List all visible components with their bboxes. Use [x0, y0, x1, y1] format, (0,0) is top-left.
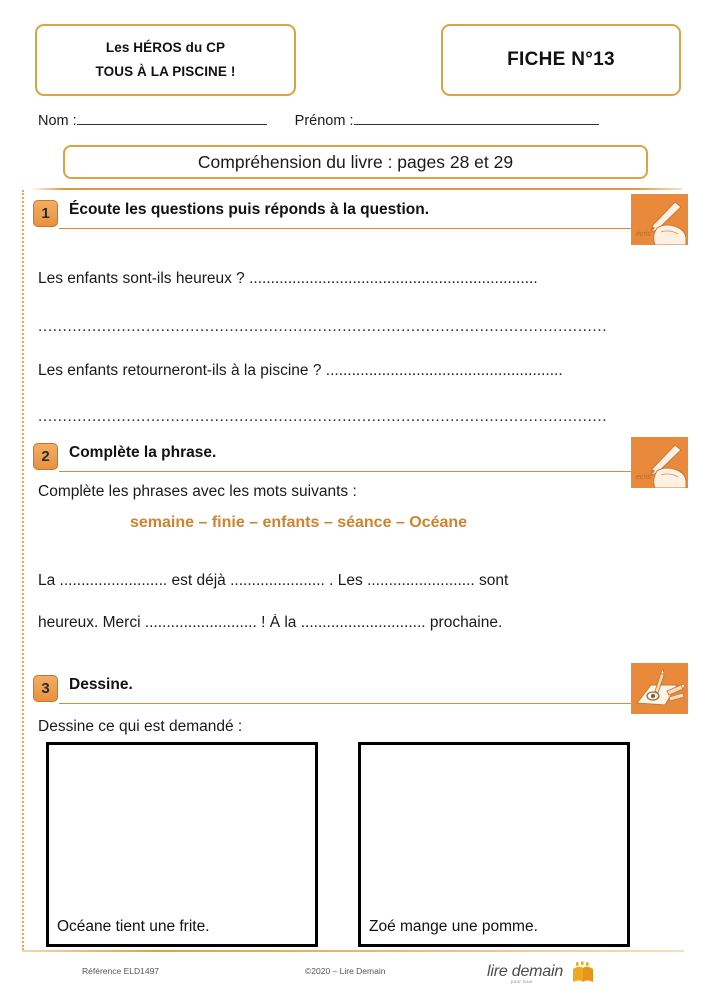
open-book-icon [571, 961, 595, 985]
prenom-label: Prénom : [294, 113, 354, 129]
exercise-1-header [33, 200, 685, 234]
footer-copyright: ©2020 – Lire Demain [305, 966, 386, 976]
hand-writing-icon [631, 194, 688, 245]
exercise-2-sentence-2[interactable]: heureux. Merci .......................... ! À la ............................. prochaine. [38, 614, 503, 631]
footer-reference: Référence ELD1497 [82, 966, 160, 976]
content-top-rule [30, 188, 682, 190]
drawing-area-2[interactable] [358, 742, 630, 947]
exercise-3-header [33, 675, 685, 709]
fiche-number-box [441, 24, 681, 96]
exercise-2-number-badge: 2 [33, 443, 58, 470]
exercise-1-title: Écoute les questions puis réponds à la question. [69, 201, 430, 218]
book-title-box [35, 24, 296, 96]
svg-text:écris: écris [636, 474, 651, 481]
content-bottom-rule [22, 950, 684, 952]
drawing-caption-1: Océane tient une frite. [57, 918, 210, 935]
header [0, 24, 707, 98]
hand-writing-icon [631, 437, 688, 488]
exercise-2-title: Complète la phrase. [69, 444, 217, 461]
exercise-3-instruction: Dessine ce qui est demandé : [38, 718, 243, 735]
logo-wordmark: lire demain [487, 963, 564, 980]
exercise-1-answer-line-2[interactable]: .................................................................................................................... [38, 408, 608, 425]
fiche-number-label: FICHE N°13 [507, 49, 615, 70]
exercise-1-question-1: Les enfants sont-ils heureux ? ................................................................... [38, 270, 538, 287]
nom-label: Nom : [38, 113, 77, 129]
prenom-input[interactable] [354, 113, 599, 125]
book-title-line-2: TOUS À LA PISCINE ! [95, 64, 236, 79]
drawing-caption-2: Zoé mange une pomme. [369, 918, 538, 935]
exercise-1-rule [59, 228, 655, 229]
exercise-2-rule [59, 471, 655, 472]
exercise-2-instruction: Complète les phrases avec les mots suivants : [38, 483, 357, 500]
subject-text: Compréhension du livre : pages 28 et 29 [197, 151, 514, 172]
exercise-3-title: Dessine. [69, 676, 133, 693]
exercise-1-number-badge: 1 [33, 200, 58, 227]
nom-input[interactable] [77, 113, 267, 125]
exercise-2-word-bank: semaine – finie – enfants – séance – Océane [130, 514, 468, 531]
exercise-2-header [33, 443, 685, 477]
drawing-pencils-icon [631, 663, 688, 714]
drawing-area-1[interactable] [46, 742, 318, 947]
exercise-2-sentence-1[interactable]: La ......................... est déjà ...................... . Les ......................... sont [38, 572, 509, 589]
exercise-3-rule [59, 703, 655, 704]
exercise-1-answer-line-1[interactable]: .................................................................................................................... [38, 318, 608, 335]
subject-box [63, 145, 648, 179]
content-left-dotted-border [22, 190, 24, 950]
exercise-1-question-2: Les enfants retourneront-ils à la piscine ? ....................................................... [38, 362, 563, 379]
logo-tagline: pour tous [511, 979, 533, 984]
identity-row [38, 113, 678, 129]
svg-text:écris: écris [636, 231, 651, 238]
lire-demain-logo [487, 960, 597, 988]
book-title-line-1: Les HÉROS du CP [105, 40, 226, 56]
exercise-3-number-badge: 3 [33, 675, 58, 702]
